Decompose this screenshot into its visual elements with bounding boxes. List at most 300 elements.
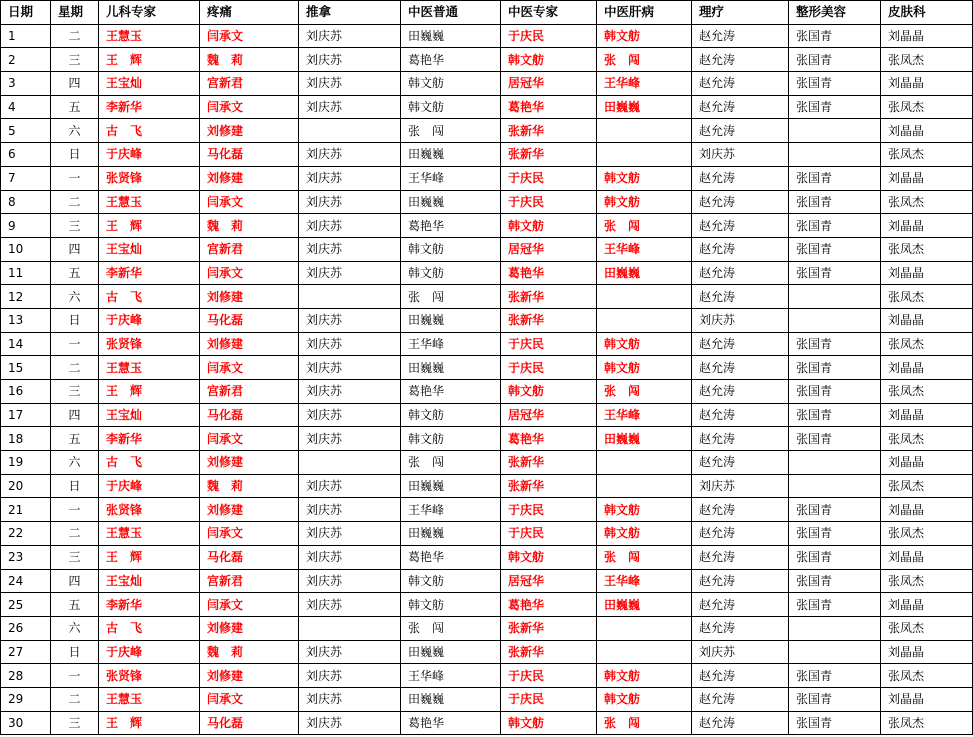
cell-pain: 马化磊 [200, 143, 299, 167]
cell-date: 3 [1, 72, 51, 96]
cell-pediatrics-expert: 王宝灿 [99, 237, 200, 261]
cell-pain: 宫新君 [200, 380, 299, 404]
cell-date: 27 [1, 640, 51, 664]
cell-cosmetic: 张国青 [789, 593, 881, 617]
cell-physiotherapy: 赵允涛 [692, 166, 789, 190]
cell-date: 23 [1, 545, 51, 569]
cell-tcm-general: 葛艳华 [401, 380, 501, 404]
cell-tcm-general: 韩文舫 [401, 72, 501, 96]
cell-tcm-liver [597, 640, 692, 664]
cell-weekday: 三 [51, 48, 99, 72]
cell-pain: 闫承文 [200, 356, 299, 380]
cell-pain: 宫新君 [200, 237, 299, 261]
cell-massage [299, 119, 401, 143]
cell-tcm-liver: 韩文舫 [597, 522, 692, 546]
cell-tcm-general: 田巍巍 [401, 522, 501, 546]
cell-tcm-general: 韩文舫 [401, 427, 501, 451]
cell-physiotherapy: 赵允涛 [692, 72, 789, 96]
cell-date: 10 [1, 237, 51, 261]
cell-cosmetic: 张国青 [789, 214, 881, 238]
cell-massage: 刘庆苏 [299, 427, 401, 451]
cell-weekday: 四 [51, 237, 99, 261]
cell-dermatology: 刘晶晶 [881, 640, 973, 664]
cell-pain: 闫承文 [200, 190, 299, 214]
cell-tcm-general: 田巍巍 [401, 190, 501, 214]
cell-tcm-expert: 居冠华 [501, 403, 597, 427]
table-row [1, 593, 973, 617]
cell-dermatology: 刘晶晶 [881, 214, 973, 238]
cell-tcm-expert: 韩文舫 [501, 380, 597, 404]
cell-tcm-expert: 于庆民 [501, 24, 597, 48]
cell-pediatrics-expert: 于庆峰 [99, 640, 200, 664]
cell-tcm-liver [597, 285, 692, 309]
cell-massage: 刘庆苏 [299, 308, 401, 332]
cell-pain: 闫承文 [200, 593, 299, 617]
cell-pain: 闫承文 [200, 24, 299, 48]
cell-tcm-liver [597, 143, 692, 167]
cell-massage: 刘庆苏 [299, 237, 401, 261]
cell-tcm-liver: 王华峰 [597, 403, 692, 427]
table-row [1, 427, 973, 451]
cell-dermatology: 刘晶晶 [881, 119, 973, 143]
table-row [1, 474, 973, 498]
cell-massage: 刘庆苏 [299, 24, 401, 48]
cell-date: 17 [1, 403, 51, 427]
cell-pediatrics-expert: 张贤锋 [99, 166, 200, 190]
cell-massage: 刘庆苏 [299, 687, 401, 711]
cell-date: 24 [1, 569, 51, 593]
cell-dermatology: 刘晶晶 [881, 261, 973, 285]
cell-tcm-liver: 张 闯 [597, 48, 692, 72]
cell-cosmetic: 张国青 [789, 427, 881, 451]
cell-date: 26 [1, 616, 51, 640]
cell-pediatrics-expert: 李新华 [99, 593, 200, 617]
cell-date: 25 [1, 593, 51, 617]
cell-physiotherapy: 赵允涛 [692, 427, 789, 451]
cell-tcm-general: 张 闯 [401, 119, 501, 143]
cell-physiotherapy: 赵允涛 [692, 545, 789, 569]
cell-date: 4 [1, 95, 51, 119]
cell-tcm-liver: 韩文舫 [597, 166, 692, 190]
cell-tcm-liver: 王华峰 [597, 237, 692, 261]
cell-physiotherapy: 赵允涛 [692, 24, 789, 48]
table-row [1, 119, 973, 143]
cell-tcm-general: 田巍巍 [401, 143, 501, 167]
cell-pediatrics-expert: 古 飞 [99, 451, 200, 475]
cell-pain: 魏 莉 [200, 474, 299, 498]
cell-tcm-general: 田巍巍 [401, 640, 501, 664]
cell-date: 20 [1, 474, 51, 498]
cell-tcm-expert: 于庆民 [501, 522, 597, 546]
cell-physiotherapy: 赵允涛 [692, 261, 789, 285]
cell-pain: 闫承文 [200, 522, 299, 546]
cell-massage [299, 451, 401, 475]
cell-cosmetic: 张国青 [789, 403, 881, 427]
table-row [1, 143, 973, 167]
cell-cosmetic [789, 474, 881, 498]
cell-pain: 刘修建 [200, 451, 299, 475]
table-row [1, 24, 973, 48]
cell-dermatology: 刘晶晶 [881, 24, 973, 48]
cell-tcm-expert: 于庆民 [501, 190, 597, 214]
cell-pain: 马化磊 [200, 711, 299, 735]
table-row [1, 214, 973, 238]
cell-tcm-general: 张 闯 [401, 451, 501, 475]
cell-cosmetic [789, 308, 881, 332]
cell-dermatology: 张凤杰 [881, 616, 973, 640]
cell-tcm-general: 葛艳华 [401, 711, 501, 735]
cell-cosmetic: 张国青 [789, 261, 881, 285]
cell-tcm-liver [597, 474, 692, 498]
cell-pain: 马化磊 [200, 545, 299, 569]
cell-weekday: 五 [51, 261, 99, 285]
cell-physiotherapy: 赵允涛 [692, 237, 789, 261]
cell-pediatrics-expert: 王宝灿 [99, 569, 200, 593]
cell-physiotherapy: 刘庆苏 [692, 143, 789, 167]
cell-dermatology: 刘晶晶 [881, 593, 973, 617]
cell-dermatology: 张凤杰 [881, 332, 973, 356]
cell-tcm-general: 韩文舫 [401, 593, 501, 617]
cell-physiotherapy: 赵允涛 [692, 711, 789, 735]
cell-date: 18 [1, 427, 51, 451]
cell-tcm-liver: 韩文舫 [597, 356, 692, 380]
cell-date: 7 [1, 166, 51, 190]
cell-dermatology: 刘晶晶 [881, 451, 973, 475]
schedule-body [1, 24, 973, 735]
cell-cosmetic [789, 616, 881, 640]
cell-physiotherapy: 赵允涛 [692, 356, 789, 380]
table-row [1, 403, 973, 427]
cell-dermatology: 张凤杰 [881, 427, 973, 451]
table-row [1, 285, 973, 309]
cell-weekday: 六 [51, 616, 99, 640]
cell-pediatrics-expert: 王慧玉 [99, 356, 200, 380]
cell-massage: 刘庆苏 [299, 261, 401, 285]
cell-pediatrics-expert: 王宝灿 [99, 72, 200, 96]
cell-cosmetic: 张国青 [789, 95, 881, 119]
cell-pain: 刘修建 [200, 332, 299, 356]
cell-pediatrics-expert: 李新华 [99, 427, 200, 451]
cell-date: 30 [1, 711, 51, 735]
cell-tcm-liver [597, 119, 692, 143]
header-tcm-general: 中医普通 [401, 1, 501, 25]
cell-weekday: 三 [51, 214, 99, 238]
table-row [1, 261, 973, 285]
table-row [1, 664, 973, 688]
cell-dermatology: 刘晶晶 [881, 308, 973, 332]
cell-pediatrics-expert: 古 飞 [99, 119, 200, 143]
cell-weekday: 四 [51, 569, 99, 593]
cell-massage: 刘庆苏 [299, 664, 401, 688]
cell-pediatrics-expert: 于庆峰 [99, 474, 200, 498]
cell-cosmetic: 张国青 [789, 190, 881, 214]
cell-pediatrics-expert: 李新华 [99, 261, 200, 285]
cell-pain: 闫承文 [200, 427, 299, 451]
cell-physiotherapy: 刘庆苏 [692, 640, 789, 664]
cell-physiotherapy: 赵允涛 [692, 451, 789, 475]
cell-tcm-expert: 张新华 [501, 474, 597, 498]
cell-pain: 魏 莉 [200, 48, 299, 72]
cell-massage: 刘庆苏 [299, 403, 401, 427]
cell-weekday: 六 [51, 119, 99, 143]
cell-tcm-general: 葛艳华 [401, 214, 501, 238]
cell-physiotherapy: 赵允涛 [692, 569, 789, 593]
cell-cosmetic: 张国青 [789, 356, 881, 380]
cell-date: 16 [1, 380, 51, 404]
header-tcm-expert: 中医专家 [501, 1, 597, 25]
cell-massage: 刘庆苏 [299, 143, 401, 167]
cell-tcm-liver: 韩文舫 [597, 24, 692, 48]
table-row [1, 545, 973, 569]
cell-weekday: 六 [51, 451, 99, 475]
cell-tcm-liver: 韩文舫 [597, 687, 692, 711]
cell-dermatology: 张凤杰 [881, 143, 973, 167]
cell-physiotherapy: 赵允涛 [692, 593, 789, 617]
cell-tcm-expert: 于庆民 [501, 664, 597, 688]
cell-date: 29 [1, 687, 51, 711]
cell-weekday: 二 [51, 24, 99, 48]
cell-cosmetic [789, 640, 881, 664]
cell-cosmetic: 张国青 [789, 48, 881, 72]
cell-physiotherapy: 赵允涛 [692, 380, 789, 404]
cell-tcm-expert: 葛艳华 [501, 593, 597, 617]
cell-tcm-liver: 张 闯 [597, 214, 692, 238]
cell-pain: 魏 莉 [200, 214, 299, 238]
cell-dermatology: 刘晶晶 [881, 166, 973, 190]
cell-cosmetic [789, 451, 881, 475]
cell-date: 12 [1, 285, 51, 309]
cell-cosmetic: 张国青 [789, 569, 881, 593]
table-row [1, 498, 973, 522]
header-cosmetic: 整形美容 [789, 1, 881, 25]
cell-date: 6 [1, 143, 51, 167]
cell-weekday: 日 [51, 640, 99, 664]
table-row [1, 640, 973, 664]
cell-physiotherapy: 赵允涛 [692, 498, 789, 522]
cell-cosmetic: 张国青 [789, 72, 881, 96]
cell-cosmetic [789, 119, 881, 143]
cell-pediatrics-expert: 王 辉 [99, 48, 200, 72]
cell-weekday: 日 [51, 308, 99, 332]
cell-pain: 宫新君 [200, 569, 299, 593]
cell-massage: 刘庆苏 [299, 474, 401, 498]
cell-pain: 刘修建 [200, 285, 299, 309]
cell-dermatology: 张凤杰 [881, 285, 973, 309]
cell-pediatrics-expert: 李新华 [99, 95, 200, 119]
table-row [1, 237, 973, 261]
cell-physiotherapy: 赵允涛 [692, 48, 789, 72]
cell-tcm-general: 王华峰 [401, 664, 501, 688]
cell-tcm-general: 张 闯 [401, 616, 501, 640]
cell-massage: 刘庆苏 [299, 166, 401, 190]
cell-physiotherapy: 赵允涛 [692, 687, 789, 711]
cell-dermatology: 张凤杰 [881, 380, 973, 404]
table-row [1, 166, 973, 190]
cell-massage: 刘庆苏 [299, 214, 401, 238]
cell-massage [299, 285, 401, 309]
cell-dermatology: 张凤杰 [881, 522, 973, 546]
cell-tcm-general: 葛艳华 [401, 545, 501, 569]
cell-tcm-liver: 田巍巍 [597, 427, 692, 451]
cell-date: 22 [1, 522, 51, 546]
table-row [1, 687, 973, 711]
cell-pediatrics-expert: 王 辉 [99, 545, 200, 569]
cell-tcm-liver: 王华峰 [597, 569, 692, 593]
cell-pediatrics-expert: 王 辉 [99, 711, 200, 735]
cell-cosmetic [789, 285, 881, 309]
cell-weekday: 五 [51, 95, 99, 119]
cell-cosmetic [789, 143, 881, 167]
cell-tcm-liver: 韩文舫 [597, 664, 692, 688]
cell-tcm-liver [597, 451, 692, 475]
cell-dermatology: 张凤杰 [881, 569, 973, 593]
cell-tcm-expert: 居冠华 [501, 72, 597, 96]
cell-tcm-liver: 韩文舫 [597, 498, 692, 522]
cell-weekday: 二 [51, 190, 99, 214]
cell-dermatology: 张凤杰 [881, 190, 973, 214]
cell-massage: 刘庆苏 [299, 190, 401, 214]
cell-tcm-liver: 张 闯 [597, 545, 692, 569]
cell-cosmetic: 张国青 [789, 380, 881, 404]
cell-cosmetic: 张国青 [789, 664, 881, 688]
table-row [1, 569, 973, 593]
table-row [1, 190, 973, 214]
cell-tcm-expert: 居冠华 [501, 237, 597, 261]
cell-physiotherapy: 赵允涛 [692, 616, 789, 640]
cell-pediatrics-expert: 古 飞 [99, 285, 200, 309]
cell-pain: 闫承文 [200, 687, 299, 711]
table-row [1, 332, 973, 356]
header-tcm-liver: 中医肝病 [597, 1, 692, 25]
cell-weekday: 四 [51, 403, 99, 427]
cell-date: 2 [1, 48, 51, 72]
cell-massage: 刘庆苏 [299, 522, 401, 546]
cell-pediatrics-expert: 王慧玉 [99, 190, 200, 214]
cell-pediatrics-expert: 王慧玉 [99, 24, 200, 48]
cell-pediatrics-expert: 王慧玉 [99, 522, 200, 546]
cell-physiotherapy: 赵允涛 [692, 332, 789, 356]
cell-massage: 刘庆苏 [299, 356, 401, 380]
cell-physiotherapy: 刘庆苏 [692, 308, 789, 332]
cell-date: 8 [1, 190, 51, 214]
cell-massage [299, 616, 401, 640]
cell-pediatrics-expert: 王 辉 [99, 214, 200, 238]
cell-physiotherapy: 赵允涛 [692, 664, 789, 688]
cell-date: 21 [1, 498, 51, 522]
cell-weekday: 六 [51, 285, 99, 309]
cell-massage: 刘庆苏 [299, 332, 401, 356]
cell-tcm-expert: 张新华 [501, 143, 597, 167]
cell-cosmetic: 张国青 [789, 166, 881, 190]
cell-cosmetic: 张国青 [789, 711, 881, 735]
cell-tcm-liver: 韩文舫 [597, 332, 692, 356]
cell-dermatology: 张凤杰 [881, 48, 973, 72]
cell-physiotherapy: 赵允涛 [692, 214, 789, 238]
cell-weekday: 二 [51, 356, 99, 380]
cell-tcm-general: 韩文舫 [401, 261, 501, 285]
cell-cosmetic: 张国青 [789, 687, 881, 711]
table-row [1, 522, 973, 546]
cell-tcm-expert: 于庆民 [501, 356, 597, 380]
cell-pain: 马化磊 [200, 403, 299, 427]
cell-tcm-expert: 张新华 [501, 285, 597, 309]
cell-physiotherapy: 刘庆苏 [692, 474, 789, 498]
table-row [1, 451, 973, 475]
table-row [1, 356, 973, 380]
cell-tcm-general: 王华峰 [401, 498, 501, 522]
cell-tcm-liver: 王华峰 [597, 72, 692, 96]
cell-cosmetic: 张国青 [789, 237, 881, 261]
cell-pediatrics-expert: 于庆峰 [99, 308, 200, 332]
cell-dermatology: 张凤杰 [881, 474, 973, 498]
cell-pain: 闫承文 [200, 261, 299, 285]
cell-dermatology: 刘晶晶 [881, 545, 973, 569]
cell-tcm-liver: 张 闯 [597, 380, 692, 404]
cell-date: 15 [1, 356, 51, 380]
cell-weekday: 一 [51, 166, 99, 190]
cell-tcm-general: 韩文舫 [401, 237, 501, 261]
cell-massage: 刘庆苏 [299, 593, 401, 617]
cell-dermatology: 刘晶晶 [881, 356, 973, 380]
cell-tcm-general: 田巍巍 [401, 24, 501, 48]
header-massage: 推拿 [299, 1, 401, 25]
cell-pediatrics-expert: 王 辉 [99, 380, 200, 404]
cell-massage: 刘庆苏 [299, 569, 401, 593]
cell-pain: 闫承文 [200, 95, 299, 119]
header-row [1, 1, 973, 25]
cell-cosmetic: 张国青 [789, 24, 881, 48]
cell-massage: 刘庆苏 [299, 48, 401, 72]
cell-dermatology: 张凤杰 [881, 95, 973, 119]
table-row [1, 48, 973, 72]
cell-dermatology: 张凤杰 [881, 664, 973, 688]
cell-weekday: 一 [51, 664, 99, 688]
cell-tcm-expert: 张新华 [501, 451, 597, 475]
cell-tcm-expert: 韩文舫 [501, 711, 597, 735]
cell-cosmetic: 张国青 [789, 545, 881, 569]
cell-physiotherapy: 赵允涛 [692, 95, 789, 119]
header-physiotherapy: 理疗 [692, 1, 789, 25]
header-weekday: 星期 [51, 1, 99, 25]
cell-pediatrics-expert: 古 飞 [99, 616, 200, 640]
header-date: 日期 [1, 1, 51, 25]
cell-cosmetic: 张国青 [789, 522, 881, 546]
cell-pain: 马化磊 [200, 308, 299, 332]
cell-massage: 刘庆苏 [299, 640, 401, 664]
cell-tcm-general: 田巍巍 [401, 308, 501, 332]
table-row [1, 308, 973, 332]
table-row [1, 95, 973, 119]
cell-tcm-general: 王华峰 [401, 166, 501, 190]
table-row [1, 711, 973, 735]
cell-pain: 刘修建 [200, 616, 299, 640]
cell-massage: 刘庆苏 [299, 380, 401, 404]
cell-weekday: 二 [51, 522, 99, 546]
cell-tcm-general: 田巍巍 [401, 687, 501, 711]
cell-weekday: 四 [51, 72, 99, 96]
cell-tcm-expert: 于庆民 [501, 166, 597, 190]
cell-pain: 宫新君 [200, 72, 299, 96]
cell-weekday: 二 [51, 687, 99, 711]
cell-tcm-expert: 韩文舫 [501, 48, 597, 72]
cell-tcm-general: 葛艳华 [401, 48, 501, 72]
cell-tcm-expert: 张新华 [501, 119, 597, 143]
cell-tcm-expert: 张新华 [501, 616, 597, 640]
cell-tcm-expert: 韩文舫 [501, 214, 597, 238]
cell-dermatology: 刘晶晶 [881, 72, 973, 96]
table-row [1, 380, 973, 404]
cell-tcm-general: 田巍巍 [401, 356, 501, 380]
